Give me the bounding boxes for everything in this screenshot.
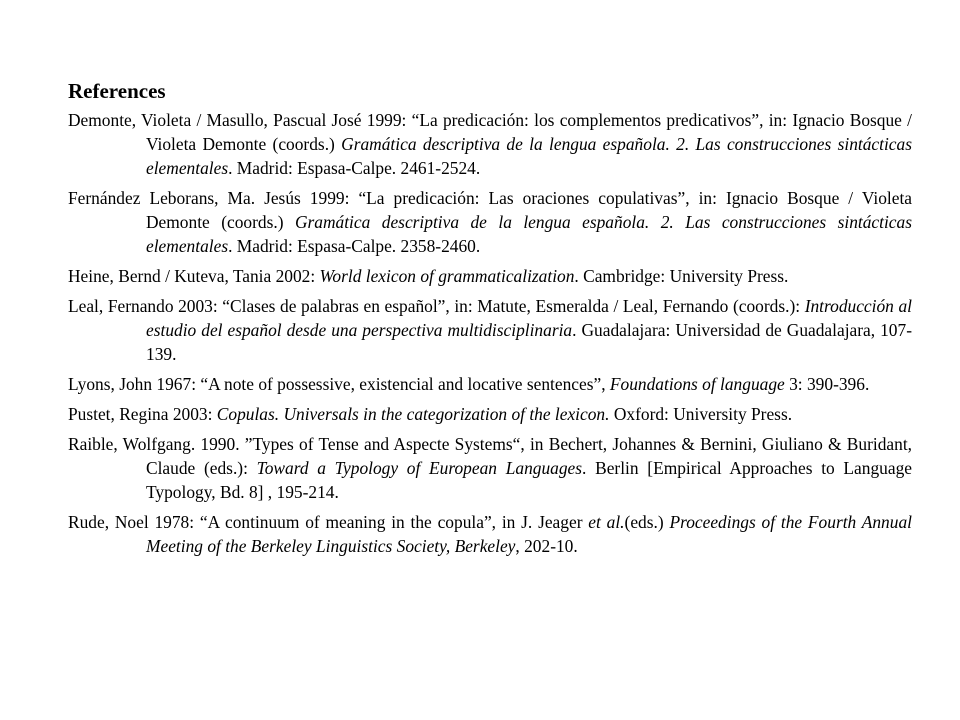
reference-text: . Cambridge: University Press.	[574, 266, 789, 286]
reference-entry	[68, 372, 912, 396]
reference-text: Raible, Wolfgang. 1990. ”Types of Tense and Aspecte Systems“, in Bechert, Johannes & Bernini, Giuliano & Buridant, Claude (eds.):	[68, 434, 912, 478]
reference-text: (eds.)	[624, 512, 670, 532]
reference-text: Pustet, Regina 2003:	[68, 404, 217, 424]
reference-text: Lyons, John 1967: “A note of possessive, existencial and locative sentences”,	[68, 374, 610, 394]
reference-text: , 202-10.	[515, 536, 578, 556]
reference-text: . Berlin [Empirical Approaches to Language Typology, Bd. 8] , 195-214.	[146, 458, 912, 502]
document-page	[68, 78, 912, 564]
reference-entry	[68, 108, 912, 180]
reference-italic-text: Copulas. Universals in the categorization of the lexicon.	[216, 404, 610, 424]
reference-entry	[68, 264, 912, 288]
reference-text: Oxford: University Press.	[609, 404, 793, 424]
reference-text: Leal, Fernando 2003: “Clases de palabras en español”, in: Matute, Esmeralda / Leal, Fernando (coords.):	[68, 296, 805, 316]
reference-text: Rude, Noel 1978: “A continuum of meaning in the copula”, in J. Jeager	[68, 512, 589, 532]
reference-entry	[68, 186, 912, 258]
reference-italic-text: Gramática descriptiva de la lengua española. 2. Las construcciones sintácticas elementales	[146, 212, 912, 256]
reference-text: . Madrid: Espasa-Calpe. 2461-2524.	[228, 158, 481, 178]
references-heading: References	[68, 79, 166, 103]
reference-italic-text: Toward a Typology of European Languages	[256, 458, 583, 478]
reference-text: Fernández Leborans, Ma. Jesús 1999: “La predicación: Las oraciones copulativas”, in: Ignacio Bosque / Violeta Demonte (coords.)	[68, 188, 912, 232]
reference-italic-text: Foundations of language	[609, 374, 785, 394]
reference-text: Demonte, Violeta / Masullo, Pascual José 1999: “La predicación: los complementos predicativos”, in: Ignacio Bosque / Violeta Demonte (coords.)	[68, 110, 912, 154]
reference-italic-text: Introducción al estudio del español desde una perspectiva multidisciplinaria	[146, 296, 912, 340]
reference-list	[68, 108, 912, 558]
reference-italic-text: Gramática descriptiva de la lengua española. 2. Las construcciones sintácticas elementales	[146, 134, 912, 178]
reference-text: . Guadalajara: Universidad de Guadalajara, 107-139.	[146, 320, 912, 364]
reference-entry	[68, 294, 912, 366]
reference-italic-text: et al.	[588, 512, 625, 532]
reference-entry	[68, 510, 912, 558]
reference-italic-text: World lexicon of grammaticalization	[319, 266, 575, 286]
reference-entry	[68, 402, 912, 426]
reference-text: 3: 390-396.	[784, 374, 870, 394]
reference-italic-text: Proceedings of the Fourth Annual Meeting of the Berkeley Linguistics Society, Berkeley	[146, 512, 912, 556]
reference-entry	[68, 432, 912, 504]
reference-text: Heine, Bernd / Kuteva, Tania 2002:	[68, 266, 320, 286]
reference-text: . Madrid: Espasa-Calpe. 2358-2460.	[228, 236, 481, 256]
